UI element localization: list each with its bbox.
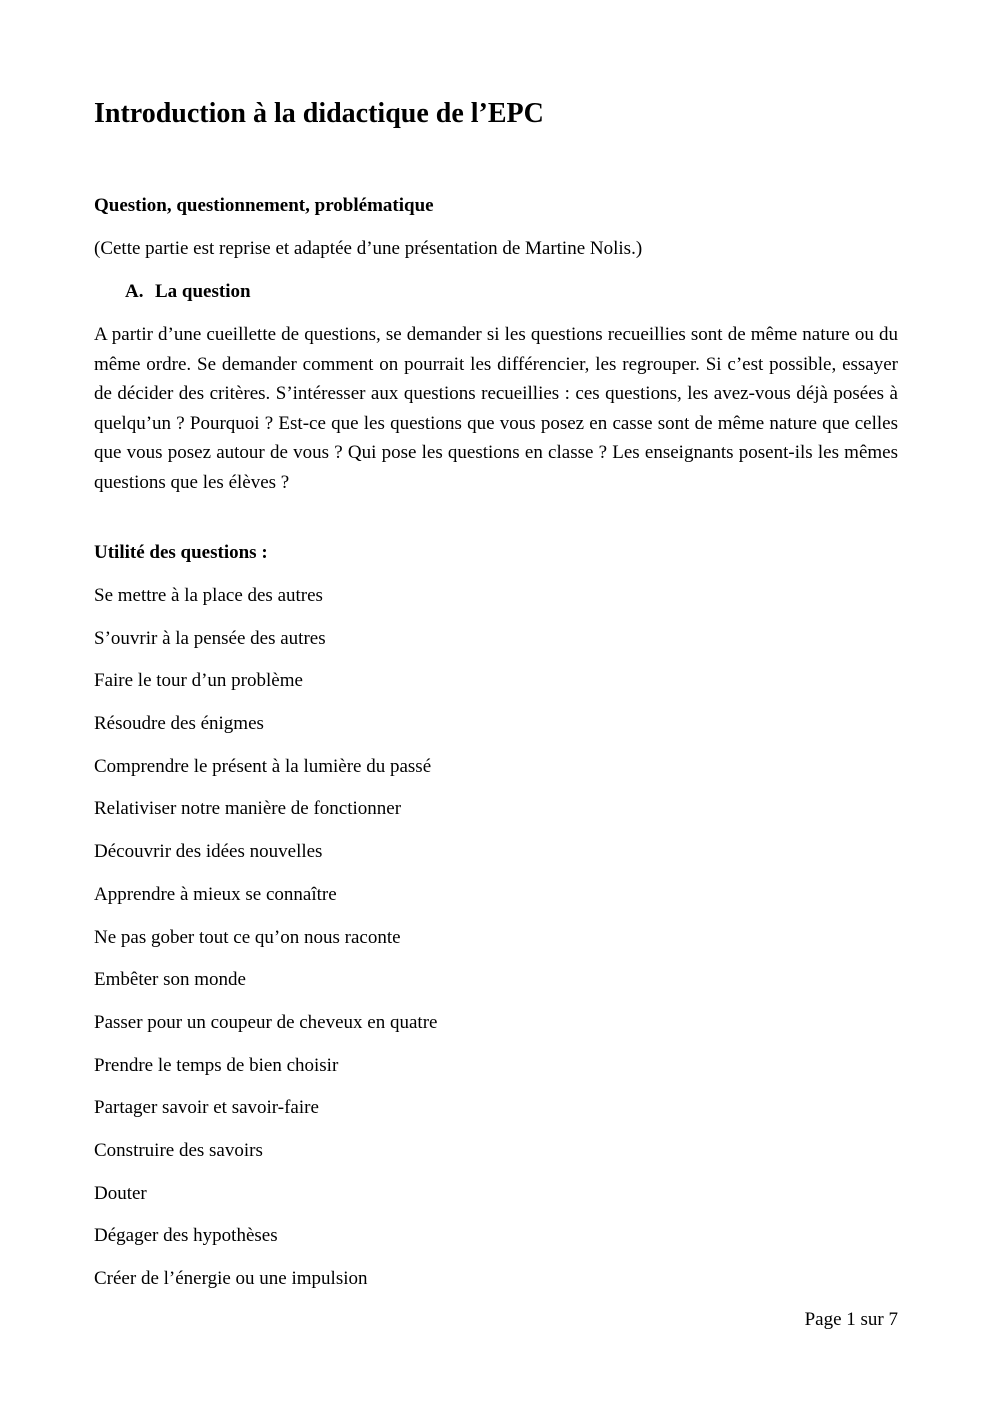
utility-heading: Utilité des questions : <box>94 542 268 563</box>
document-page <box>94 0 898 1404</box>
list-item: Partager savoir et savoir-faire <box>94 1097 319 1119</box>
list-item: Embêter son monde <box>94 969 246 991</box>
list-item: Apprendre à mieux se connaître <box>94 883 337 905</box>
list-item: Se mettre à la place des autres <box>94 585 323 606</box>
source-note: (Cette partie est reprise et adaptée d’une présentation de Martine Nolis.) <box>94 238 643 259</box>
subsection-marker: A. <box>125 281 144 302</box>
list-item: Découvrir des idées nouvelles <box>94 841 323 863</box>
list-item: Créer de l’énergie ou une impulsion <box>94 1268 368 1289</box>
list-item: Comprendre le présent à la lumière du passé <box>94 755 432 777</box>
list-item: S’ouvrir à la pensée des autres <box>94 627 326 649</box>
list-item: Relativiser notre manière de fonctionner <box>94 798 402 820</box>
list-item: Résoudre des énigmes <box>94 713 264 735</box>
page-number: Page 1 sur 7 <box>804 1309 898 1330</box>
list-item: Passer pour un coupeur de cheveux en quatre <box>94 1011 438 1033</box>
section-heading: Question, questionnement, problématique <box>94 195 434 216</box>
list-item: Dégager des hypothèses <box>94 1225 278 1247</box>
body-paragraph: A partir d’une cueillette de questions, se demander si les questions recueillies sont de même nature ou du même ordre. Se demander comment on pourrait les différencier, les regrouper. Si c’est possible, essayer de décider des critères. S’intéresser aux questions recueillies : ces questions, les avez-vous déjà posées à quelqu’un ? Pourquoi ? Est-ce que les questions que vous posez en casse sont de même nature que celles que vous posez autour de vous ? Qui pose les questions en classe ? Les enseignants posent-ils les mêmes questions que les élèves ? <box>94 324 898 493</box>
subsection-heading <box>125 279 251 305</box>
document-title: Introduction à la didactique de l’EPC <box>94 98 544 129</box>
list-item: Ne pas gober tout ce qu’on nous raconte <box>94 926 401 948</box>
list-item: Prendre le temps de bien choisir <box>94 1054 339 1076</box>
list-item: Douter <box>94 1182 147 1204</box>
list-item: Construire des savoirs <box>94 1139 263 1161</box>
list-item: Faire le tour d’un problème <box>94 670 303 692</box>
subsection-title: La question <box>155 281 251 302</box>
utility-list <box>94 583 437 1309</box>
